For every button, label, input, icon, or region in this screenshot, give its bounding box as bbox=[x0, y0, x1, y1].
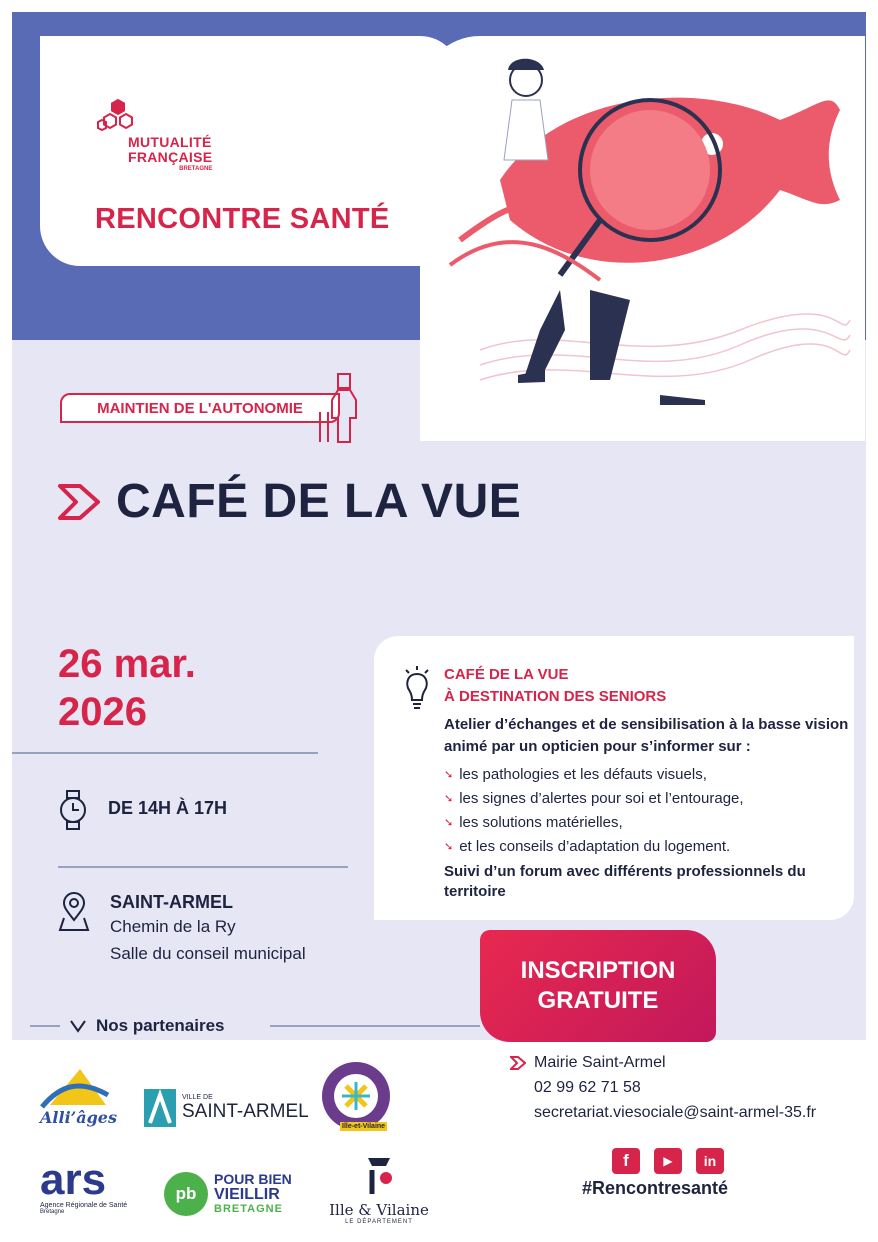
linkedin-icon[interactable]: in bbox=[696, 1148, 724, 1174]
contact-phone[interactable]: 02 99 62 71 58 bbox=[534, 1079, 641, 1096]
ille-name: Ille & Vilaine bbox=[329, 1201, 429, 1219]
eye-doctor-illustration bbox=[440, 50, 860, 410]
heading-line1: CAFÉ DE LA VUE bbox=[444, 666, 569, 683]
list-item bbox=[444, 835, 744, 859]
chevron-right-icon bbox=[510, 1056, 526, 1070]
saint-armel-name: SAINT-ARMEL bbox=[182, 1100, 309, 1122]
description-bullets bbox=[444, 763, 744, 859]
pbv-line2: VIEILLIR bbox=[214, 1185, 280, 1203]
saint-armel-text bbox=[182, 1094, 309, 1123]
alliages-text: Alli’âges bbox=[40, 1108, 117, 1127]
pbv-line3: BRETAGNE bbox=[214, 1202, 283, 1215]
address-block bbox=[110, 892, 306, 967]
pbv-logo bbox=[164, 1166, 314, 1222]
saint-armel-logo bbox=[144, 1086, 312, 1130]
lightbulb-icon bbox=[402, 664, 432, 714]
social-links bbox=[612, 1148, 724, 1174]
partners-title: Nos partenaires bbox=[96, 1016, 225, 1035]
inscription-line1: INSCRIPTION bbox=[520, 957, 676, 984]
ille-et-vilaine-logo bbox=[324, 1156, 434, 1226]
ille-et-vilaine-mark-icon bbox=[364, 1156, 394, 1196]
event-date bbox=[58, 640, 196, 736]
bullet-text: les pathologies et les défauts visuels, bbox=[459, 766, 707, 783]
partners-title-row bbox=[70, 1016, 225, 1036]
description-outro: Suivi d’un forum avec différents professionnels du territoire bbox=[444, 863, 806, 900]
map-pin-icon bbox=[58, 892, 90, 932]
inscription-badge bbox=[480, 930, 716, 1042]
heading-line2: À DESTINATION DES SENIORS bbox=[444, 688, 667, 705]
ars-logo bbox=[40, 1155, 140, 1222]
contact-email[interactable]: secretariat.viesociale@saint-armel-35.fr bbox=[534, 1104, 817, 1121]
ars-sub: Agence Régionale de Santé bbox=[40, 1202, 128, 1209]
date-line1: 26 mar. bbox=[58, 642, 196, 686]
arrow-icon: ➘ bbox=[444, 769, 454, 781]
cfppa-logo bbox=[320, 1060, 392, 1144]
pbv-badge: pb bbox=[164, 1172, 208, 1216]
pbv-line1: POUR BIEN bbox=[214, 1170, 292, 1187]
event-title: CAFÉ DE LA VUE bbox=[116, 475, 522, 528]
pbv-text bbox=[214, 1172, 292, 1217]
clock-icon bbox=[58, 790, 88, 830]
saint-armel-small: VILLE DE bbox=[182, 1093, 213, 1101]
time-row bbox=[58, 790, 227, 830]
rencontre-sante-title: RENCONTRE SANTÉ bbox=[95, 203, 390, 235]
mutualite-logo-text bbox=[128, 135, 212, 173]
alliages-logo bbox=[40, 1065, 132, 1135]
logo-line1: MUTUALITÉ bbox=[128, 134, 212, 150]
list-item bbox=[444, 811, 744, 835]
arrow-icon: ➘ bbox=[444, 841, 454, 853]
divider bbox=[58, 866, 348, 868]
event-title-row bbox=[58, 474, 521, 529]
saint-armel-mark-icon bbox=[144, 1089, 176, 1127]
hashtag: #Rencontresanté bbox=[582, 1178, 729, 1198]
chevron-right-icon bbox=[58, 484, 100, 520]
ars-region: Bretagne bbox=[40, 1209, 65, 1215]
location-row bbox=[58, 892, 306, 967]
contact-name-row bbox=[510, 1050, 816, 1075]
logo-region: BRETAGNE bbox=[179, 166, 213, 172]
place-name: SAINT-ARMEL bbox=[110, 892, 233, 912]
arrow-icon: ➘ bbox=[444, 793, 454, 805]
list-item bbox=[444, 787, 744, 811]
address-line1: Chemin de la Ry bbox=[110, 917, 236, 936]
inscription-line2: GRATUITE bbox=[537, 987, 659, 1014]
divider bbox=[30, 1025, 60, 1027]
address-line2: Salle du conseil municipal bbox=[110, 944, 306, 963]
event-time: DE 14H À 17H bbox=[108, 798, 228, 818]
description-intro: Atelier d’échanges et de sensibilisation à la basse vision animé par un opticien pour s’informer sur : bbox=[444, 716, 849, 755]
ille-sub: LE DÉPARTEMENT bbox=[345, 1219, 413, 1225]
logo-line2: FRANÇAISE bbox=[128, 149, 213, 165]
cfppa-label: Ille-et-Vilaine bbox=[342, 1123, 386, 1130]
bullet-text: et les conseils d’adaptation du logement. bbox=[459, 838, 731, 855]
chevron-down-icon bbox=[70, 1019, 86, 1033]
description-heading bbox=[444, 664, 666, 708]
divider bbox=[12, 752, 318, 754]
contact-block bbox=[510, 1050, 816, 1125]
arrow-icon: ➘ bbox=[444, 817, 454, 829]
person-icon bbox=[316, 372, 372, 444]
mutualite-logo-icon bbox=[96, 98, 140, 138]
date-line2: 2026 bbox=[58, 690, 147, 734]
contact-name: Mairie Saint-Armel bbox=[534, 1054, 666, 1071]
bullet-text: les solutions matérielles, bbox=[459, 814, 623, 831]
category-badge: MAINTIEN DE L'AUTONOMIE bbox=[60, 393, 340, 423]
divider bbox=[270, 1025, 480, 1027]
bullet-text: les signes d’alertes pour soi et l’entourage, bbox=[459, 790, 744, 807]
list-item bbox=[444, 763, 744, 787]
facebook-icon[interactable]: f bbox=[612, 1148, 640, 1174]
ars-text: ars bbox=[40, 1155, 107, 1204]
alliages-mark-icon bbox=[40, 1065, 110, 1109]
youtube-icon[interactable]: ▶ bbox=[654, 1148, 682, 1174]
